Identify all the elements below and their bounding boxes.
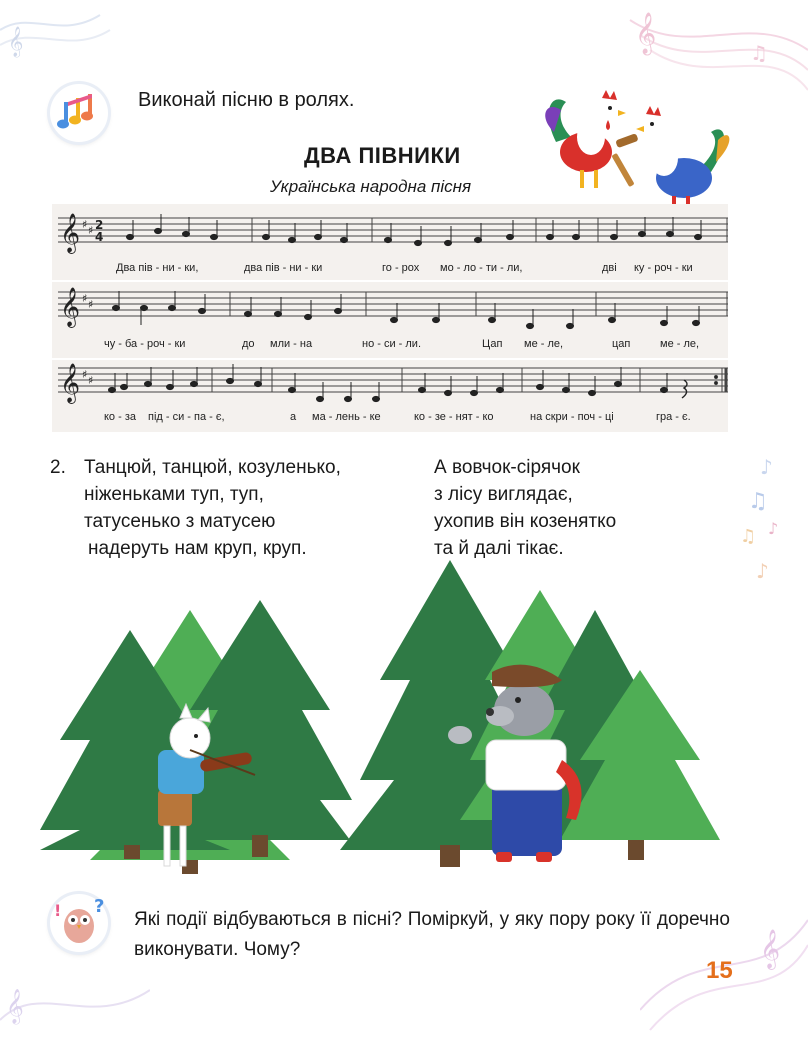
svg-text:𝄞: 𝄞 bbox=[60, 363, 81, 403]
svg-text:𝄞: 𝄞 bbox=[60, 213, 81, 253]
svg-text:♯: ♯ bbox=[88, 224, 94, 237]
svg-text:♯: ♯ bbox=[88, 374, 94, 387]
music-notes-decoration-right bbox=[738, 450, 798, 590]
music-swirl-decoration-bottom-left bbox=[0, 960, 150, 1044]
lyric-3-3: а bbox=[290, 411, 297, 423]
lyric-2-4: но - си - ли. bbox=[362, 338, 422, 350]
song-subtitle: Українська народна пісня bbox=[270, 177, 472, 196]
svg-text:♯: ♯ bbox=[82, 218, 88, 231]
instruction-text: Виконай пісню в ролях. bbox=[138, 89, 355, 111]
lyric-3-7: гра - є. bbox=[656, 411, 691, 423]
staff-line-3 bbox=[52, 360, 728, 410]
score-line-1 bbox=[52, 204, 728, 280]
staff-line-2 bbox=[52, 282, 728, 332]
lyric-1-6: ку - роч - ки bbox=[634, 262, 693, 274]
music-notes-icon bbox=[50, 84, 108, 142]
lyric-2-2: до bbox=[242, 338, 255, 350]
svg-text:𝄞: 𝄞 bbox=[8, 27, 24, 57]
svg-text:♪: ♪ bbox=[756, 559, 769, 583]
svg-text:♯: ♯ bbox=[82, 368, 88, 381]
lyric-2-3: мли - на bbox=[270, 338, 313, 350]
svg-text:♪: ♪ bbox=[760, 455, 773, 479]
svg-text:♫: ♫ bbox=[750, 41, 768, 65]
verse-right-column bbox=[434, 454, 616, 562]
lyric-1-5: дві bbox=[602, 262, 617, 274]
lyric-3-2: під - си - па - є, bbox=[148, 411, 225, 423]
lyric-3-4: ма - лень - ке bbox=[312, 411, 381, 423]
svg-text:♯: ♯ bbox=[88, 298, 94, 311]
verse-left-line-2: ніженьками туп, туп, bbox=[84, 484, 264, 505]
svg-text:?: ? bbox=[94, 896, 105, 917]
verse-right-line-2: з лісу виглядає, bbox=[434, 484, 573, 505]
score-line-3 bbox=[52, 360, 728, 432]
lyric-3-1: ко - за bbox=[104, 411, 136, 423]
lyric-2-8: ме - ле, bbox=[660, 338, 700, 350]
svg-text:4: 4 bbox=[95, 230, 104, 244]
roosters-illustration bbox=[536, 82, 736, 214]
svg-text:𝄞: 𝄞 bbox=[760, 929, 781, 969]
staff-line-1 bbox=[52, 204, 728, 254]
lyric-2-7: цап bbox=[612, 338, 631, 350]
lyric-3-5: ко - зе - нят - ко bbox=[414, 411, 494, 423]
lyric-1-4: мо - ло - ти - ли, bbox=[440, 262, 523, 274]
svg-text:♪: ♪ bbox=[768, 519, 779, 538]
verse-right-line-4: та й далі тікає. bbox=[434, 538, 564, 559]
page-number: 15 bbox=[706, 957, 733, 984]
lyric-2-5: Цап bbox=[482, 338, 503, 350]
question-text: Які події відбуваються в пісні? Поміркуй, у яку пору року її доречно виконувати. Чому? bbox=[134, 909, 730, 960]
svg-text:𝄞: 𝄞 bbox=[635, 13, 657, 54]
verse-left-line-4: надеруть нам круп, круп. bbox=[88, 538, 307, 559]
music-swirl-decoration-top-left bbox=[0, 0, 120, 90]
song-title: ДВА ПІВНИКИ bbox=[304, 143, 461, 168]
svg-text:2: 2 bbox=[95, 218, 104, 232]
svg-text:𝄞: 𝄞 bbox=[60, 287, 81, 327]
lyric-1-2: два пів - ни - ки bbox=[244, 262, 323, 274]
owl-question-icon bbox=[50, 894, 108, 952]
verse-right-line-3: ухопив він козенятко bbox=[434, 511, 617, 532]
lyric-2-6: ме - ле, bbox=[524, 338, 564, 350]
svg-text:♯: ♯ bbox=[82, 292, 88, 305]
lyric-2-1: чу - ба - роч - ки bbox=[104, 338, 186, 350]
lyric-1-1: Два пів - ни - ки, bbox=[116, 262, 199, 274]
score-line-2 bbox=[52, 282, 728, 358]
lyric-1-3: го - рох bbox=[382, 262, 420, 274]
verse-number: 2. bbox=[50, 457, 66, 478]
lyric-3-6: на скри - поч - ці bbox=[530, 411, 614, 423]
svg-text:!: ! bbox=[54, 901, 62, 920]
verse-left-column bbox=[84, 454, 341, 562]
svg-text:♫: ♫ bbox=[740, 526, 757, 547]
svg-text:𝄞: 𝄞 bbox=[6, 989, 24, 1024]
verse-left-line-1: Танцюй, танцюй, козуленько, bbox=[84, 457, 341, 478]
verse-left-line-3: татусенько з матусею bbox=[84, 511, 276, 532]
verse-right-line-1: А вовчок-сірячок bbox=[434, 457, 580, 478]
svg-text:♫: ♫ bbox=[748, 489, 768, 514]
forest-illustration bbox=[40, 560, 740, 880]
